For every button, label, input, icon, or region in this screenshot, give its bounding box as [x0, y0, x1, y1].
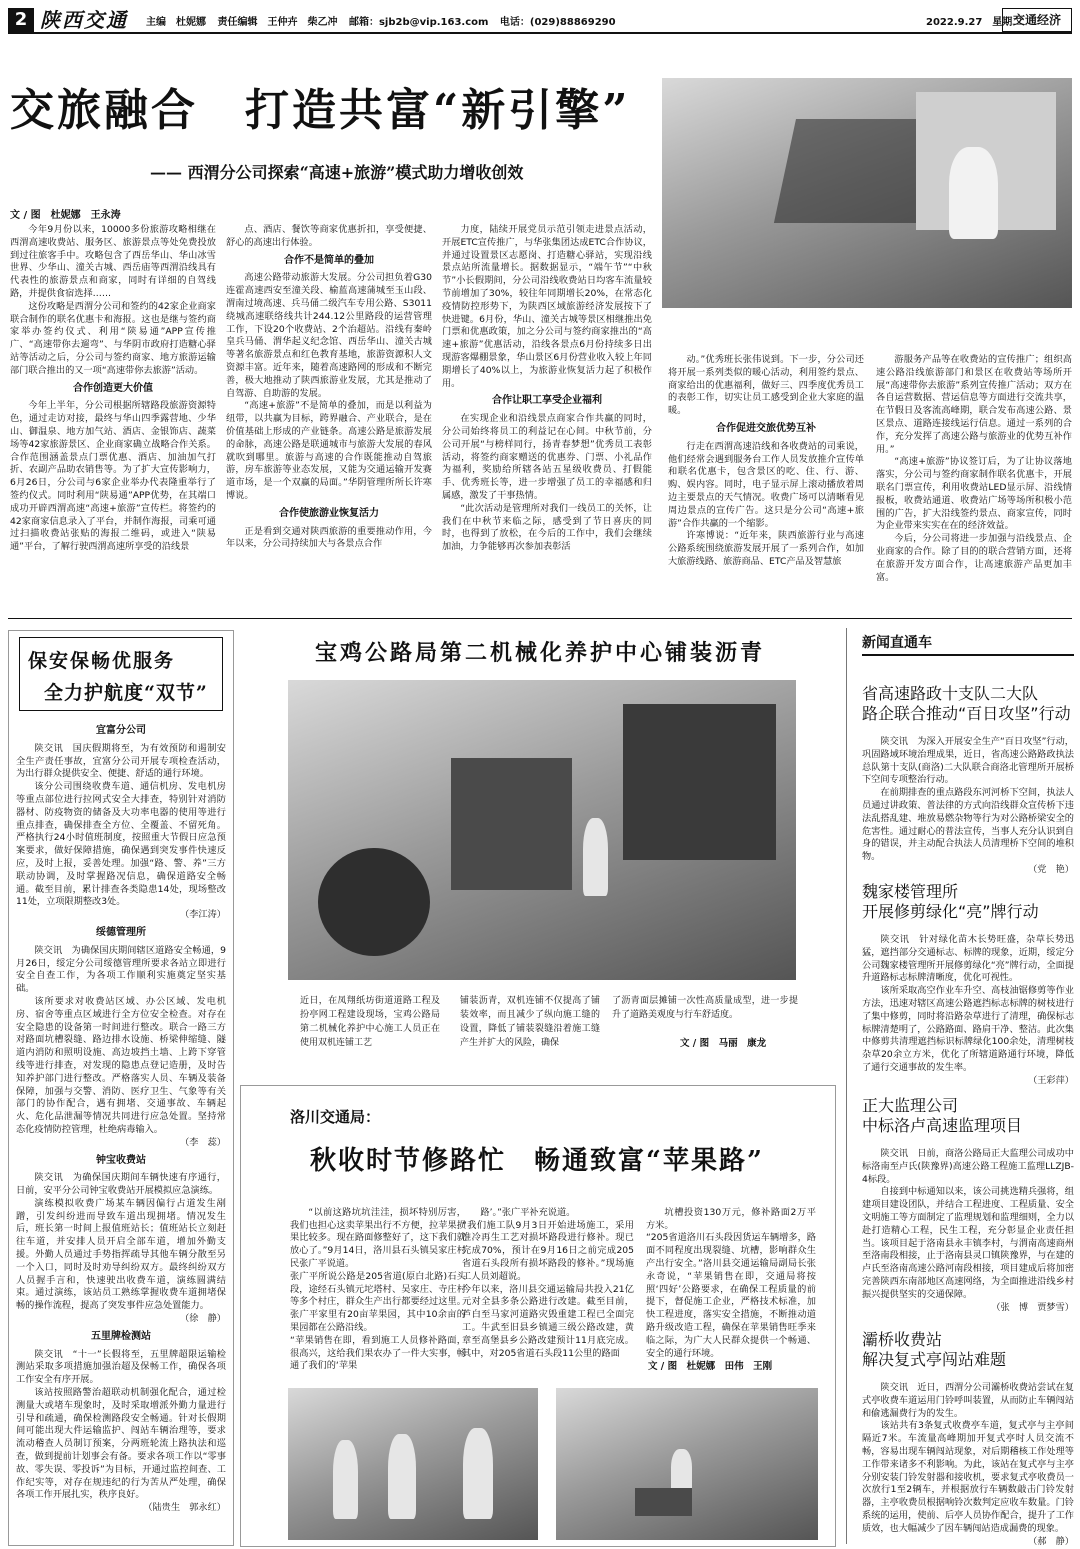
left-banner — [19, 637, 223, 711]
lead-column-1 — [10, 224, 216, 610]
paragraph: 正是看到交通对陕西旅游的重要推动作用，今年以来，分公司持续加大与各景点合作 — [226, 525, 432, 550]
paragraph: 在实现企业和沿线景点商家合作共赢的同时，分公司始终将员工的利益记在心间。中秋节前，分公司开展“与榜样同行，扬青春梦想”优秀员工表彰活动，将签约商家赠送的优惠券、门票、小礼品作为福利，奖励给所辖各站五星级收费员、打假能手、优秀班长等，进一步增强了员工的幸福感和归属感，激发了干事热情。 — [442, 413, 652, 501]
lead-subhead: —— 西渭分公司探索“高速+旅游”模式助力增收创效 — [150, 163, 524, 182]
luochuan-column-1 — [290, 1194, 466, 1390]
luochuan-photo-workers — [288, 1388, 538, 1540]
contact-email: 邮箱：sjb2b@vip.163.com — [348, 17, 489, 28]
duty-editor: 责任编辑 王仲卉 柴乙冲 — [217, 17, 338, 28]
contact-phone: 电话：(029)88869290 — [499, 17, 616, 28]
author-sign: （李 蕊） — [180, 1136, 226, 1148]
headline-line: 路企联合推动“百日攻坚”行动 — [862, 704, 1071, 723]
paragraph: 力度，陆续开展党员示范引领走进景点活动，开展ETC宣传推广，与华张集团达成ETC合作协议，并通过设置景区志愿岗、打造糖心驿站，实现沿线景点站所流量增长。据数据显示，“端午节”“中秋节”小长假期间，分公司沿线收费站日均客车流量较节前增加了30%，较往年同期增长20%，在常态化疫情防控形势下，为陕西区域旅游经济发展按下了快进键。6月份，华山、潼关古城等景区相继推出免门票和优惠政策，加之分公司与签约商家推出的“高速+旅游”优惠活动，沿线各景点6月份持续多日出现游客爆棚景象，华山景区6月份营业收入较上年同期增长了40%以上，为旅游业恢复活力起了积极作用。 — [442, 224, 652, 389]
center-caption-1: 近日，在凤翔纸坊街道道路工程及扮亭网工程建设现场，宝鸡公路局第二机械化养护中心施工人员正在使用双机连铺工艺 — [300, 996, 440, 1048]
news-3-headline — [862, 1096, 1022, 1136]
section-name: 交通经济 — [1002, 8, 1072, 32]
headline-line: 开展修剪绿化“亮”牌行动 — [862, 902, 1039, 921]
headline-line: 解决复式亭闯站难题 — [862, 1350, 1007, 1369]
masthead-credits — [146, 13, 624, 28]
paragraph: 许寒博说：“近年来，陕西旅游行业与高速公路系统围绕旅游发展开展了一系列合作，如加大旅游线路、旅游商品、ETC产品及智慧旅 — [668, 530, 864, 567]
paragraph: 陕交讯 国庆假期将至，为有效预防和遏制安全生产责任事故，宜富分公司开展专项检查活动，为出行群众提供安全、便捷、舒适的通行环境。 — [16, 742, 226, 780]
paragraph: “此次活动是管理所对我们一线员工的关怀，让我们在中秋节来临之际，感受到了节日喜庆的同时，也得到了放松，在今后的工作中，我们会继续加油，力争能够再次参加表彰活 — [442, 502, 652, 553]
paragraph: 今后，分公司将进一步加强与沿线景点、企业商家的合作。除了目的的联合营销方面，还将在旅游开发方面合作，让高速旅游产品更加丰富。 — [876, 533, 1072, 583]
luochuan-credit: 文 / 图 杜妮娜 田伟 王刚 — [648, 1361, 773, 1372]
paragraph: 点、酒店、餐饮等商家优惠折扣，享受便捷、舒心的高速出行体验。 — [226, 224, 432, 248]
paragraph: 行走在西渭高速沿线和各收费站的司乘说，他们经常会遇到服务台工作人员发放推介宣传单和联名优惠卡，包含景区的吃、住、行、游、购、娱内容。同时，电子显示屏上滚动播放着周边主要景点的天气情况。收费广场可以清晰看见周边景点的宣传广告。这只是分公司“高速+旅游”合作共赢的一个缩影。 — [668, 440, 864, 529]
paragraph: 陕交讯 为确保国庆期间辖区道路安全畅通，9月26日，绥定分公司绥德管理所要求各站立即进行安全自查工作，为各项工作顺利实施奠定坚实基础。 — [16, 944, 226, 995]
luochuan-column-2 — [462, 1194, 634, 1390]
news-4-headline — [862, 1330, 1006, 1370]
author-sign: （徐 静） — [180, 1313, 226, 1325]
lead-column-3 — [442, 224, 652, 610]
paragraph: 自接到中标通知以来，该公司挑选精兵强将，组建项目建设团队，并结合工程进度、工程质量、安全文明施工等方面制定了监理规划和监理细则，全力以赴打造精心工程，民生工程，充分彰显企业责任担当。该项目起于洛南县永丰镇李村，与渭南高速商州至洛南段相接，止于洛南县灵口镇陕豫界，与在建的卢氏至洛南高速公路河南段相接，项目建成后将加密完善陕西东南部地区高速网络，为全面推进沿线乡村振兴提供坚实的交通保障。 — [862, 1186, 1074, 1300]
paragraph: 陕交讯 针对绿化苗木长势旺盛，杂草长势迅猛，遮挡部分交通标志、标牌的现象，近期，绥定分公司魏家楼管理所开展修剪绿化“亮”牌行动，全面提升道路标志标牌清晰度，优化可视性。 — [862, 934, 1074, 984]
author-sign: （李江涛） — [180, 909, 226, 921]
luochuan-headline: 秋收时节修路忙 畅通致富“苹果路” — [310, 1146, 764, 1176]
subheading: 合作不是简单的叠加 — [284, 254, 374, 266]
news-1-headline — [862, 684, 1071, 724]
author-sign: （党 艳） — [1028, 863, 1074, 875]
news-1-body — [862, 736, 1074, 875]
center-caption-credit: 文 / 图 马丽 康龙 — [680, 1038, 767, 1049]
paragraph: 陕交讯 为确保国庆期间车辆快速有序通行，日前，安平分公司钟宝收费站开展模拟应急演练。 — [16, 1172, 226, 1197]
lead-column-5 — [876, 354, 1072, 610]
center-photo-paving — [288, 680, 796, 980]
paragraph: 游服务产品等在收费站的宣传推广；组织高速公路沿线旅游部门和景区在收费站等场所开展“高速带你去旅游”系列宣传推广活动；双方在各自运营数据、营运信息等方面进行交流共享，在节假日及客流高峰期，联合发布高速公路、景区景点、道路连接线运行信息。通过一系列的合作，充分发挥了高速公路与旅游业的优势互补作用。” — [876, 354, 1072, 455]
headline-line: 魏家楼管理所 — [862, 882, 959, 901]
left-box-text — [16, 720, 226, 1540]
headline-line: 中标洛卢高速监理项目 — [862, 1116, 1023, 1135]
banner-line-1: 保安保畅优服务 — [28, 650, 176, 672]
news-2-body — [862, 934, 1074, 1086]
unit-title: 钟宝收费站 — [96, 1154, 146, 1166]
paragraph: 该分公司围绕收费车道、通信机房、发电机房等重点部位进行拉网式安全大排查，特别针对消防器材、防疫物资的储备及大功率电器的使用等进行重点排查，确保排查全方位、全覆盖、不留死角。严格执行24小时值班制度，按照重大节假日应急预案要求，做好保障措施，确保遇到突发事件快速反应，及时上报，妥善处理。加强“路、警、养”三方联动协调，及时掌握路况信息，确保道路安全畅通。截至目前，累计排查各类隐患14处，现场整改11处，立项限期整改3处。 — [16, 781, 226, 908]
column-divider — [846, 628, 847, 1544]
center-caption-2: 铺装沥青，双机连铺不仅提高了铺装效率，而且减少了纵向施工缝的设置，降低了铺装裂缝沿着施工缝产生并扩大的风险，确保 — [460, 996, 600, 1048]
headline-line: 省高速路政十支队二大队 — [862, 684, 1039, 703]
subheading: 合作让职工享受企业福利 — [492, 395, 602, 407]
news-2-headline — [862, 882, 1039, 922]
paragraph: 该所采取高空作业车升空、高枝油锯修剪等作业方法，迅速对辖区高速公路遮挡标志标牌的树枝进行了集中修剪，同时将沿路杂草进行了清理，确保标志标牌清楚明了，公路路面、路肩干净、整洁。此次集中修剪共清理遮挡标识标牌绿化100余处，清理树枝杂草20余立方米，优化了所辖道路通行环境，降低了通行交通事故的发生率。 — [862, 985, 1074, 1073]
author-sign: （张 博 贾梦雪） — [991, 1301, 1074, 1313]
paragraph: 高速公路带动旅游大发展。分公司担负着G30连霍高速西安至潼关段、榆蓝高速蒲城至玉山段、渭南过境高速、兵马俑二级汽车专用公路、S3011绕城高速联络线共计244.12公里路段的运营管理工作，下设20个收费站、2个治超站。沿线有秦岭皇兵马俑、渭华起义纪念馆、西岳华山、潼关古城等著名旅游景点和红色教育基地，旅游资源积人文资源丰富。近年来，随着高速路网的形成和不断完善，极大地推动了陕西旅游业发展，尤其是推动了自驾游、自助游的发展。 — [226, 272, 432, 399]
paragraph: 陕交讯 “十一”长假将至，五里牌超限运输检测站采取多项措施加强治超及保畅工作，确保各项工作安全有序开展。 — [16, 1348, 226, 1386]
subheading: 合作促进交旅优势互补 — [716, 422, 816, 434]
paragraph: 演练模拟收费广场某车辆因偏行占道发生剐蹭，引发纠纷进而导致车道出现拥堵。情况发生后，班长第一时间上报值班站长；值班站长立刻赶往车道，并安排人员开启全部车道，增加外勤支援。外勤人员通过手势指挥疏导其他车辆分散至另一个入口，同时及时劝导纠纷双方。最终纠纷双方人员握手言和，快速驶出收费车道，演练圆满结束。通过演练，该站员工熟练掌握收费车道拥堵保畅的操作流程，提高了突发事件应急处置能力。 — [16, 1197, 226, 1312]
subheading: 合作创造更大价值 — [73, 382, 153, 394]
paragraph: “高速+旅游”不是简单的叠加，而是以利益为纽带，以共赢为目标，跨界融合、产业联合，是在价值基础上形成的产业链条。高速公路是旅游发展的命脉，高速公路是联通城市与旅游大发展的春风就吹到哪里。旅游与高速的合作既能推动自驾旅游，房车旅游等业态发展，又能为交通运输开发赛道市场，是一个双赢的局面。”华阴管理所所长许寒博说。 — [226, 400, 432, 501]
paragraph: “以前这路坑坑洼洼，损坏特别厉害，我们也担心这卖苹果出行不方便，拉苹果损果比较多。现在路面修整好了，这下我们就放心了。”9月14日，洛川县石头镇吴家庄村民张广平说道。 张广平所说公路是205省道(原白北路)石头段，途经石头镇元坨塔村、吴家庄、寺庄村等多个村庄，群众生产出行都要经过这里。张广平家里有20亩苹果园，其中10余亩的果园都在公路沿线。 “苹果销售在即，看到施工人员修补路面，很高兴，这给我们果农办了一件大实事，畅通了我们的‘苹果 — [290, 1206, 466, 1372]
paragraph: 陕交讯 近日，西渭分公司灞桥收费站尝试在复式亭收费车道运用门铃呼叫装置，从而防止车辆闯站和偷逃漏费行为的发生。 — [862, 1382, 1074, 1419]
paragraph: 路’。”张广平补充说道。 “我们施工队9月3日开始进场施工，采用准冷再生工艺对损坏路段进行修补。现已完成70%，预计在9月16日之前完成205省道石头段所有损坏路段的修补。”现场施工人员刘超说。 今年以来，洛川县交通运输局共投入21亿元对全县多条公路进行改建。截至目前，芦白至马家河道路灾毁重建工程已全面完工。牛武至旧县乡镇通三级公路改建，黄章至高堡县乡公路改建预计11月底完成。其中，对205省道石头段11公里的路面 — [462, 1206, 634, 1359]
chief-editor: 主编 杜妮娜 — [146, 17, 206, 28]
unit-title: 五里牌检测站 — [91, 1330, 151, 1342]
lead-column-2 — [226, 224, 432, 610]
paragraph: 在前期排查的重点路段东河河桥下空间，执法人员通过讲政策、普法律的方式向沿线群众宣传桥下违法乱搭乱建、堆放易燃杂物等行为对公路桥梁安全的危害性。通过耐心的普法宣传，当事人充分认识到自身的错误，并主动配合执法人员清理桥下空间的堆积物。 — [862, 787, 1074, 863]
paragraph: 该站共有3条复式收费亭车道，复式亭与主亭间隔近7米。车流量高峰期加开复式亭时人员交流不畅，容易出现车辆闯站现象，对后期稽核工作处理等工作带来诸多不利影响。为此，该站在复式亭与主亭分别安装门铃发射器和接收机，要求复式亭收费员一次放行1至2辆车，并根据放行车辆数敲击门铃发射器，主亭收费员根据响铃次数判定应收车数量。门铃系统的运用，使前、后亭人员协作配合，提升了工作质效，也大幅减少了因车辆闯站造成漏费的现象。 — [862, 1420, 1074, 1534]
news-title-rule — [862, 654, 1074, 656]
news-express-title: 新闻直通车 — [862, 635, 932, 651]
issue-date: 2022.9.27 星期二 — [926, 17, 1023, 28]
headline-line: 正大监理公司 — [862, 1096, 959, 1115]
paragraph: 这份攻略是西渭分公司和签约的42家企业商家联合制作的联名优惠卡和海报。这也是继与签约商家举办签约仪式、利用“陕易通”APP宣传推广、“高速带你去遛弯”、与华阴市政府打造糖心驿站等活动之后，分公司与签约商家、地方旅游运输部门联合推出的又一项“高速带你去旅游”活动。 — [10, 300, 216, 376]
luochuan-kicker: 洛川交通局： — [290, 1108, 381, 1126]
section-divider — [8, 618, 1072, 619]
unit-title: 宜富分公司 — [96, 725, 146, 736]
unit-title: 绥德管理所 — [96, 926, 146, 938]
author-sign: （王彩萍） — [1028, 1074, 1074, 1086]
lead-photo-toll-booth — [662, 78, 1072, 308]
banner-line-2: 全力护航度“双节” — [44, 682, 208, 704]
luochuan-column-3 — [646, 1194, 816, 1358]
paragraph: 动。”优秀班长张伟说到。下一步，分公司还将开展一系列类似的暖心活动，利用签约景点、商家给出的优惠福利，做好三、四季度优秀员工的表彰工作，切实让员工感受到企业大家庭的温暖。 — [668, 354, 864, 417]
headline-line: 灞桥收费站 — [862, 1330, 943, 1349]
lead-byline: 文 / 图 杜妮娜 王永涛 — [10, 210, 121, 221]
paragraph: 今年9月份以来，10000多份旅游攻略相继在西渭高速收费站、服务区、旅游景点等处免费投放到过往旅客手中。攻略包含了西岳华山、华山冰雪世界、少华山、潼关古城、西岳庙等西渭沿线具有代表性的旅游景点和商家，同时有详细的自驾线路，并提供食宿选择…… — [10, 224, 216, 299]
lead-column-4 — [668, 354, 864, 610]
paragraph: “高速+旅游”协议签订后，为了让协议落地落实，分公司与签约商家制作联名优惠卡，开展联名门票宣传，利用收费站LED显示屏、沿线情报板，收费站通道、收费站广场等场所积极小范围的广告，扩大沿线签约景点、商家宣传，同时为企业带来实实在在的经济效益。 — [876, 456, 1072, 532]
paragraph: 陕交讯 日前，商洛公路局正大监理公司成功中标洛南至卢氏(陕豫界)高速公路工程施工监理LLZJB-4标段。 — [862, 1148, 1074, 1185]
author-sign: （郝 静） — [1028, 1535, 1074, 1547]
masthead — [8, 8, 1072, 34]
paragraph: 坑槽投资130万元，修补路面2万平方米。 “205省道洛川石头段因货运车辆增多，路面不同程度出现裂缝、坑槽，影响群众生产出行安全。”洛川县交通运输局副局长张永奇说，“苹果销售在即，交通局将按照‘四好’公路要求，在确保工程质量的前提下，督促施工企业，严格技术标准，加快工程进度，落实安全措施，不断推动道路升级改造工程，确保在苹果销售旺季来临之际，为广大人民群众提供一个畅通、安全的通行环境。 — [646, 1206, 816, 1359]
center-caption-3: 了沥青面层摊铺一次性高质量成型，进一步提升了道路美观度与行车舒适度。 — [612, 996, 798, 1020]
subheading: 合作使旅游业恢复活力 — [279, 507, 379, 519]
page-number: 2 — [8, 8, 34, 32]
paragraph: 该站按照路警治超联动机制强化配合，通过检测量大或堵车现象时，及时采取增派外勤力量进行引导和疏通，确保检测路段安全畅通。针对长假期间可能出现大件运输监护、闯站车辆治理等，要求流动稽查人员制订预案，分两班轮流上路执法和巡查，做到提前计划事会有备。要求各项工作以“零事故、零失误、零投诉”为目标，开通过监控间查、工作纪实等，对存在规违纪的行为苦从严处理，确保各项工作开展扎实，秩序良好。 — [16, 1387, 226, 1501]
luochuan-photo-road — [556, 1388, 818, 1540]
paper-name: 陕西交通 — [40, 8, 128, 32]
paragraph: 该所要求对收费站区域、办公区域、发电机房、宿舍等重点区域进行全方位安全检查。对存在安全隐患的设备第一时间进行整改。联合一路三方对路面坑槽裂缝、路边排水设施、桥梁伸缩缝、隧道内消防和照明设施、高边坡挡土墙、上跨下穿管线等进行排查，对发现的隐患点登记造册，及时告知养护部门进行整改。严格落实人员、车辆及装备保障，加强与交警、消防、医疗卫生、气象等有关部门的协作配合，遇有拥堵、交通事故、车辆起火、危化品泄漏等情况共同进行应急处置。坚持常态化疫情防控管理，杜绝病毒输入。 — [16, 995, 226, 1135]
lead-headline: 交旅融合 打造共富“新引擎” — [10, 85, 631, 136]
center-story-title: 宝鸡公路局第二机械化养护中心铺装沥青 — [314, 640, 765, 666]
paragraph: 陕交讯 为深入开展安全生产“百日攻坚”行动，巩固路域环境治理成果，近日，省高速公路路政执法总队第十支队(商洛)二大队联合商洛北管理所开展桥下空间专项整治行动。 — [862, 736, 1074, 786]
author-sign: （陆贵生 郭永红） — [143, 1502, 226, 1514]
news-4-body — [862, 1382, 1074, 1547]
news-3-body — [862, 1148, 1074, 1313]
paragraph: 今年上半年，分公司根据所辖路段旅游资源特色，通过走访对接，最终与华山四季露营地、少华山、御温泉、地方加气站、酒店、金银饰店、蔬菜场等42家旅游景区、企业商家确立战略合作关系。合作范围涵盖景点门票优惠、酒店、加油加气打折、农副产品助农销售等。为了扩大宣传影响力，6月26日，分公司与6家企业举办代表隆重举行了签约仪式。同时利用“陕易通”APP优势，在其端口成功开辟西渭高速“高速+旅游”宣传栏。将签约的42家商家信息录入了平台，并制作海报，司乘可通过扫描收费站张贴的海报二维码，或进入“陕易通”平台，了解行驶西渭高速所享受的沿线景 — [10, 400, 216, 553]
